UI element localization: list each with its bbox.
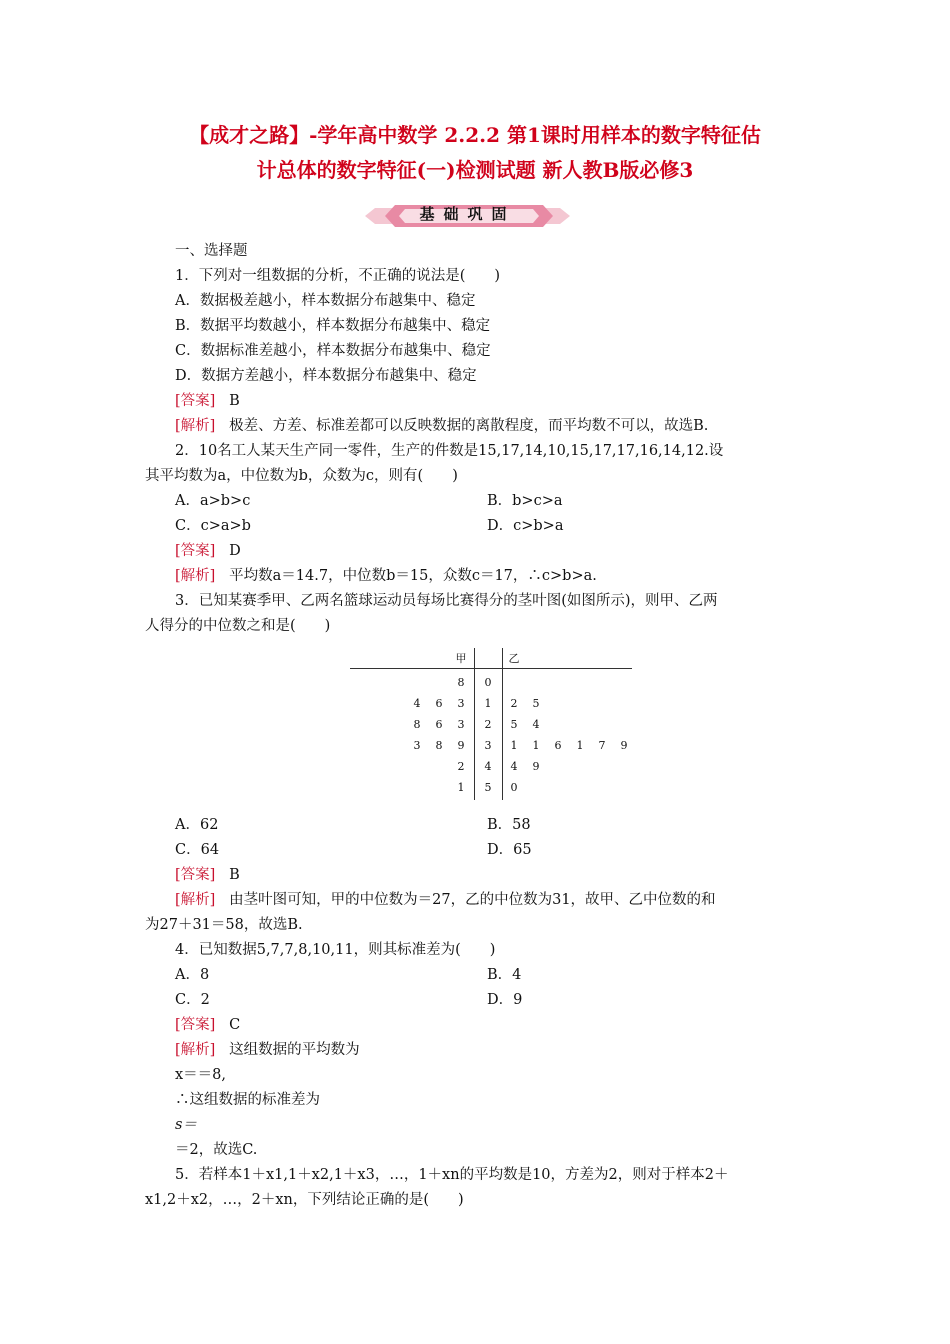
analysis-tag: [解析]	[175, 892, 216, 908]
plot-right-leaf: 1	[532, 739, 540, 752]
plot-right-leaf: 4	[510, 760, 518, 773]
q2-analysis	[175, 566, 597, 586]
q1-answer	[175, 391, 240, 411]
q4-analysis-line-3: ∴这组数据的标准差为	[175, 1092, 320, 1108]
section-banner	[365, 201, 570, 231]
plot-left-leaf: 8	[457, 676, 465, 689]
plot-left-leaf: 6	[435, 718, 443, 731]
plot-divider-left	[474, 648, 475, 800]
q3-option-a: A．62	[175, 817, 219, 833]
q2-option-d: D．c>b>a	[487, 518, 564, 534]
section-heading: 一、选择题	[175, 243, 248, 259]
q4-analysis-line-2: x＝＝8,	[175, 1067, 227, 1083]
q1-stem: 1．下列对一组数据的分析，不正确的说法是( )	[175, 268, 501, 284]
plot-stem: 0	[484, 676, 492, 689]
stem-leaf-plot	[350, 648, 635, 803]
q3-analysis-line-1	[175, 890, 716, 910]
q2-answer	[175, 541, 241, 561]
answer-value: B	[229, 393, 240, 409]
q2-stem-line-1: 2．10名工人某天生产同一零件，生产的件数是15,17,14,10,15,17,17,16,14,12.设	[175, 443, 724, 459]
title-line-2: 计总体的数字特征(一)检测试题 新人教B版必修3	[256, 158, 694, 182]
analysis-tag: [解析]	[175, 568, 216, 584]
plot-right-leaf: 1	[510, 739, 518, 752]
analysis-text: 极差、方差、标准差都可以反映数据的离散程度，而平均数不可以，故选B.	[229, 418, 709, 434]
q4-answer	[175, 1015, 240, 1035]
analysis-tag: [解析]	[175, 418, 216, 434]
q3-stem-line-1: 3．已知某赛季甲、乙两名篮球运动员每场比赛得分的茎叶图(如图所示)，则甲、乙两	[175, 593, 718, 609]
q1-option-b: B．数据平均数越小，样本数据分布越集中、稳定	[175, 318, 491, 334]
plot-left-header: 甲	[455, 652, 467, 665]
plot-left-leaf: 3	[457, 697, 465, 710]
q2-option-b: B．b>c>a	[487, 493, 563, 509]
analysis-text: 这组数据的平均数为	[229, 1042, 360, 1058]
q1-option-c: C．数据标准差越小，样本数据分布越集中、稳定	[175, 343, 491, 359]
answer-tag: [答案]	[175, 543, 216, 559]
q3-option-c: C．64	[175, 842, 220, 858]
answer-tag: [答案]	[175, 393, 216, 409]
plot-stem: 3	[484, 739, 492, 752]
q4-option-c: C．2	[175, 992, 210, 1008]
q3-answer	[175, 865, 240, 885]
plot-right-leaf: 6	[554, 739, 562, 752]
plot-left-leaf: 3	[457, 718, 465, 731]
plot-right-leaf: 2	[510, 697, 518, 710]
plot-right-header: 乙	[508, 652, 520, 665]
q2-stem-line-2: 其平均数为a，中位数为b，众数为c，则有( )	[145, 468, 458, 484]
q4-analysis-line-1	[175, 1040, 360, 1060]
plot-right-leaf: 4	[532, 718, 540, 731]
plot-right-leaf: 0	[510, 781, 518, 794]
plot-left-leaf: 6	[435, 697, 443, 710]
analysis-tag: [解析]	[175, 1042, 216, 1058]
q3-analysis-line-2: 为27＋31＝58，故选B.	[145, 917, 303, 933]
q2-option-c: C．c>a>b	[175, 518, 251, 534]
answer-value: D	[229, 543, 241, 559]
plot-left-leaf: 8	[435, 739, 443, 752]
banner-title: 基础巩固	[419, 205, 516, 223]
answer-value: B	[229, 867, 240, 883]
plot-left-leaf: 9	[457, 739, 465, 752]
answer-tag: [答案]	[175, 867, 216, 883]
plot-stem: 2	[484, 718, 492, 731]
plot-left-leaf: 3	[413, 739, 421, 752]
plot-stem: 4	[484, 760, 492, 773]
answer-tag: [答案]	[175, 1017, 216, 1033]
plot-left-leaf: 8	[413, 718, 421, 731]
plot-right-leaf: 5	[510, 718, 518, 731]
plot-header-rule	[350, 668, 632, 669]
q3-option-b: B．58	[487, 817, 531, 833]
plot-right-leaf: 5	[532, 697, 540, 710]
plot-right-leaf: 9	[620, 739, 628, 752]
analysis-text: 由茎叶图可知，甲的中位数为＝27，乙的中位数为31，故甲、乙中位数的和	[229, 892, 716, 908]
q4-option-b: B．4	[487, 967, 522, 983]
plot-divider-right	[502, 648, 503, 800]
answer-value: C	[229, 1017, 241, 1033]
plot-right-leaf: 7	[598, 739, 606, 752]
q5-stem-line-2: x1,2＋x2，…，2＋xn，下列结论正确的是( )	[145, 1192, 464, 1208]
plot-left-leaf: 1	[457, 781, 465, 794]
q4-analysis-line-4: s＝	[175, 1117, 197, 1133]
q4-analysis-line-5: ＝2，故选C.	[175, 1142, 258, 1158]
q5-stem-line-1: 5．若样本1＋x1,1＋x2,1＋x3，…，1＋xn的平均数是10，方差为2，则对于样本2＋	[175, 1167, 729, 1183]
q2-option-a: A．a>b>c	[175, 493, 251, 509]
plot-stem: 5	[484, 781, 492, 794]
q1-analysis	[175, 416, 708, 436]
q1-option-a: A．数据极差越小，样本数据分布越集中、稳定	[175, 293, 476, 309]
plot-stem: 1	[484, 697, 492, 710]
analysis-text: 平均数a＝14.7，中位数b＝15，众数c＝17，∴c>b>a.	[229, 568, 597, 584]
plot-right-leaf: 1	[576, 739, 584, 752]
q3-option-d: D．65	[487, 842, 532, 858]
q1-option-d: D．数据方差越小，样本数据分布越集中、稳定	[175, 368, 477, 384]
q3-stem-line-2: 人得分的中位数之和是( )	[145, 618, 331, 634]
q4-option-a: A．8	[175, 967, 210, 983]
q4-stem: 4．已知数据5,7,7,8,10,11，则其标准差为( )	[175, 942, 496, 958]
title-line-1: 【成才之路】-学年高中数学 2.2.2 第1课时用样本的数字特征估	[189, 123, 761, 147]
plot-left-leaf: 4	[413, 697, 421, 710]
plot-left-leaf: 2	[457, 760, 465, 773]
plot-right-leaf: 9	[532, 760, 540, 773]
q4-option-d: D．9	[487, 992, 523, 1008]
